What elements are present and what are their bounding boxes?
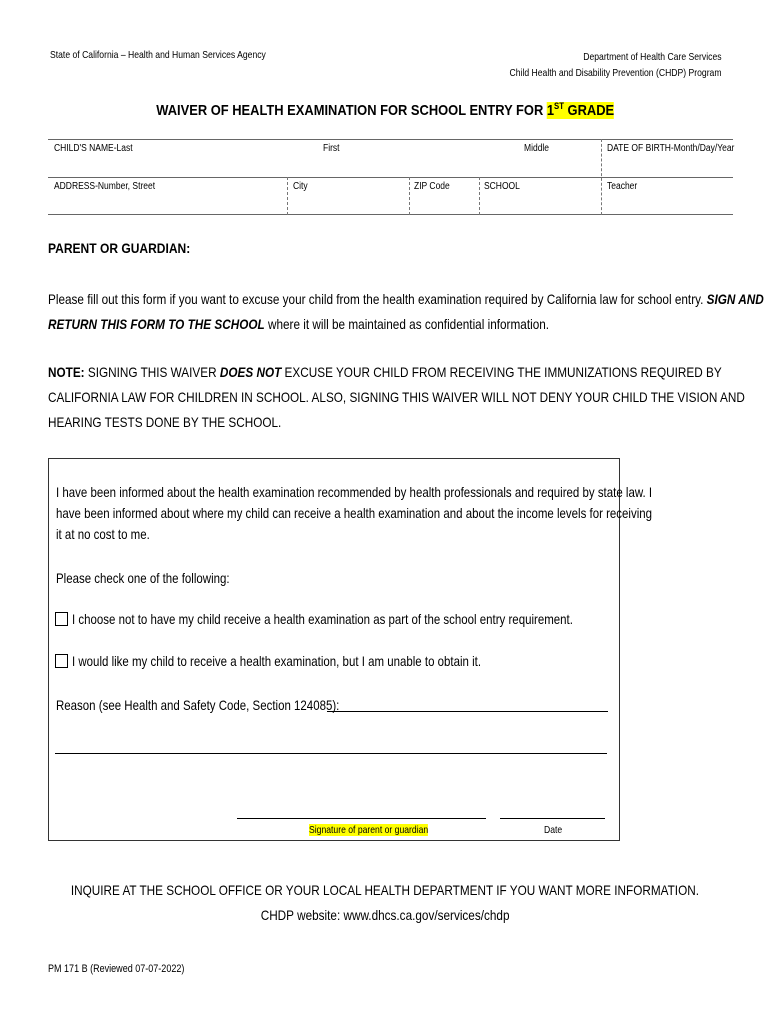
signature-label-text: Signature of parent or guardian <box>309 824 429 836</box>
date-label: Date <box>544 824 563 836</box>
reason-label: Reason (see Health and Safety Code, Section 124085): <box>56 697 340 713</box>
grid-divider-zip <box>409 177 410 215</box>
option-1-checkbox[interactable] <box>55 612 68 626</box>
title-prefix: WAIVER OF HEALTH EXAMINATION FOR SCHOOL ENTRY FOR <box>156 102 547 119</box>
department-block <box>463 49 722 81</box>
city-field[interactable]: City <box>293 181 308 192</box>
reason-input-line-1[interactable] <box>327 711 608 712</box>
date-of-birth-field[interactable]: DATE OF BIRTH-Month/Day/Year <box>607 143 735 154</box>
school-field[interactable]: SCHOOL <box>484 181 520 192</box>
instructions-confidential-text: where it will be maintained as confidential information. <box>264 316 550 332</box>
note-line-2: CALIFORNIA LAW FOR CHILDREN IN SCHOOL. ALSO, SIGNING THIS WAIVER WILL NOT DENY YOUR CHILD THE VISION AND <box>48 389 745 405</box>
signature-line[interactable] <box>237 818 486 819</box>
date-line[interactable] <box>500 818 605 819</box>
instructions-line-1 <box>48 287 764 312</box>
note-emphasis: DOES NOT <box>219 364 282 380</box>
check-prompt: Please check one of the following: <box>56 570 230 586</box>
note-pre: SIGNING THIS WAIVER <box>84 364 220 380</box>
form-title <box>0 101 770 119</box>
title-grade-number: 1 <box>546 102 554 119</box>
agency-name: State of California – Health and Human Services Agency <box>50 49 266 61</box>
inquire-text-inner: INQUIRE AT THE SCHOOL OFFICE OR YOUR LOCAL HEALTH DEPARTMENT IF YOU WANT MORE INFORMATION. <box>70 882 700 898</box>
form-id: PM 171 B (Reviewed 07-07-2022) <box>48 963 185 975</box>
instructions-text: Please fill out this form if you want to excuse your child from the health examination required by California law for school entry. <box>48 291 707 307</box>
instructions-return-emphasis: RETURN THIS FORM TO THE SCHOOL <box>48 316 265 332</box>
zip-code-field[interactable]: ZIP Code <box>414 181 450 192</box>
note-line-3: HEARING TESTS DONE BY THE SCHOOL. <box>48 414 282 430</box>
option-2-checkbox[interactable] <box>55 654 68 668</box>
child-last-name-field[interactable]: CHILD'S NAME-Last <box>54 143 133 154</box>
title-grade-word: GRADE <box>563 102 614 119</box>
option-1-label: I choose not to have my child receive a health examination as part of the school entry requirement. <box>72 611 573 627</box>
option-2-label: I would like my child to receive a health examination, but I am unable to obtain it. <box>72 653 482 669</box>
statement-line-2: have been informed about where my child can receive a health examination and about the income levels for receiving <box>56 505 653 521</box>
grid-middle-rule <box>48 177 733 178</box>
address-field[interactable]: ADDRESS-Number, Street <box>54 181 156 192</box>
note-post: EXCUSE YOUR CHILD FROM RECEIVING THE IMMUNIZATIONS REQUIRED BY <box>281 364 722 380</box>
first-name-field[interactable]: First <box>323 143 340 154</box>
statement-line-1: I have been informed about the health examination recommended by health professionals and required by state law. I <box>56 484 653 500</box>
inquire-text <box>0 882 770 898</box>
program-name: Child Health and Disability Prevention (CHDP) Program <box>510 67 722 79</box>
statement-line-3: it at no cost to me. <box>56 526 150 542</box>
chdp-website <box>0 907 770 923</box>
signature-label <box>309 824 428 836</box>
middle-name-field[interactable]: Middle <box>524 143 550 154</box>
student-info-grid <box>48 139 733 215</box>
note-label: NOTE: <box>48 364 85 380</box>
parent-guardian-heading: PARENT OR GUARDIAN: <box>48 240 191 256</box>
title-grade-highlight <box>547 102 614 119</box>
note-line-1 <box>48 360 722 385</box>
instructions-sign-emphasis: SIGN AND <box>706 291 764 307</box>
title-grade-suffix: ST <box>553 101 564 111</box>
department-name: Department of Health Care Services <box>583 51 722 63</box>
grid-divider-dob <box>601 139 602 215</box>
reason-input-line-2[interactable] <box>55 753 607 754</box>
grid-bottom-rule <box>48 214 733 215</box>
grid-top-rule <box>48 139 733 140</box>
chdp-website-inner: CHDP website: www.dhcs.ca.gov/services/chdp <box>260 907 510 923</box>
grid-divider-school <box>479 177 480 215</box>
instructions-line-2 <box>48 312 695 337</box>
teacher-field[interactable]: Teacher <box>607 181 638 192</box>
grid-divider-city <box>287 177 288 215</box>
